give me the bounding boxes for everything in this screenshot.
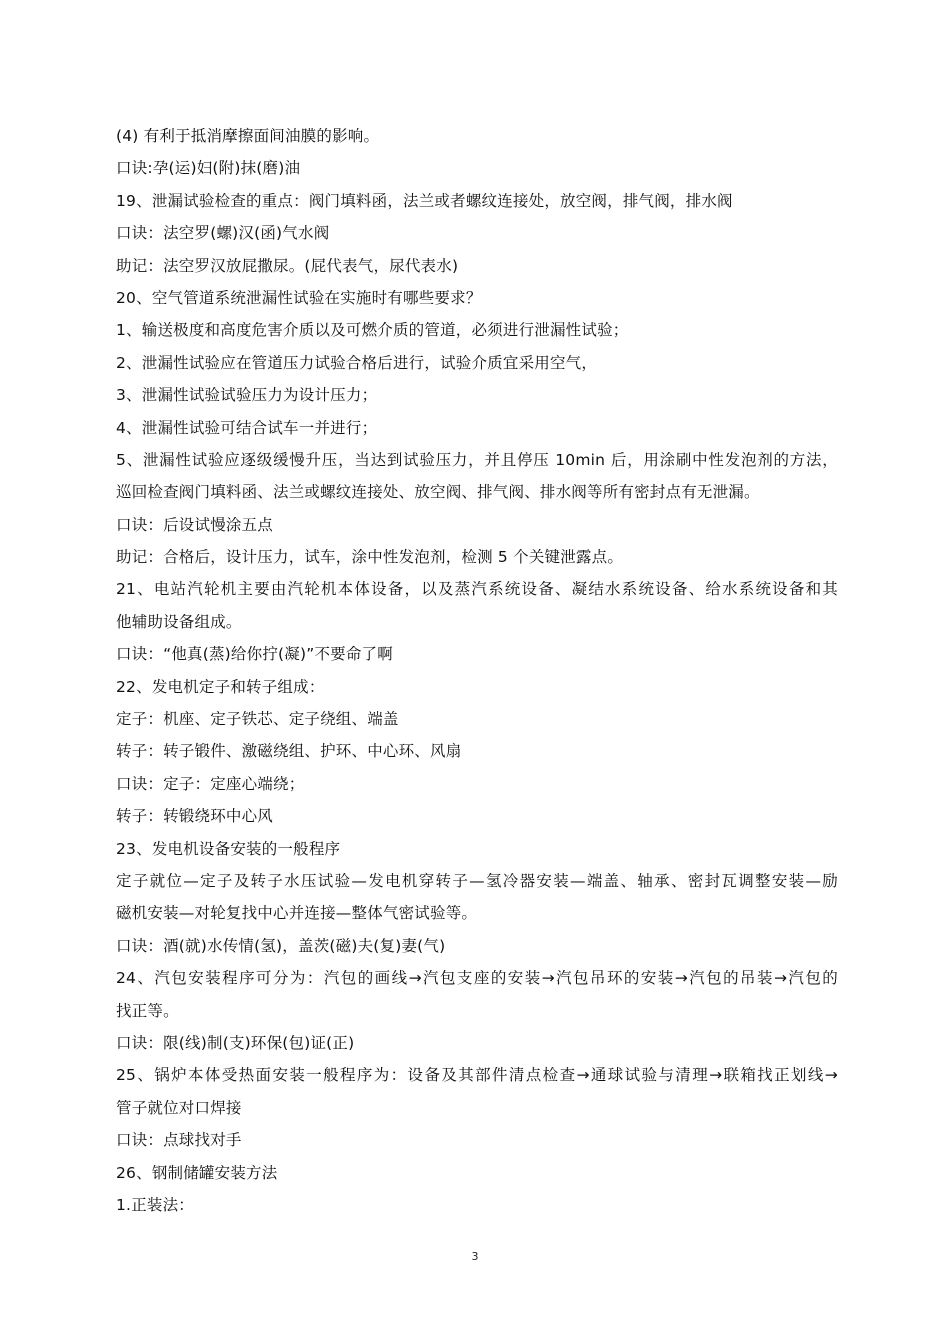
document-body bbox=[116, 120, 838, 1221]
text-line: 1、输送极度和高度危害介质以及可燃介质的管道，必须进行泄漏性试验； bbox=[116, 321, 629, 340]
text-line: 转子：转子锻件、激磁绕组、护环、中心环、风扇 bbox=[116, 742, 462, 761]
text-line: 口诀：酒(就)水传情(氢)，盖茨(磁)夫(复)妻(气) bbox=[116, 936, 446, 955]
text-line: 口诀：定子：定座心端绕； bbox=[116, 774, 305, 793]
text-line: 3、泄漏性试验试验压力为设计压力； bbox=[116, 386, 378, 405]
text-line: 助记：合格后，设计压力，试车，涂中性发泡剂，检测 5 个关键泄露点。 bbox=[116, 548, 624, 567]
text-line: 助记：法空罗汉放屁撒尿。(屁代表气，尿代表水) bbox=[116, 256, 459, 275]
text-line: 22、发电机定子和转子组成： bbox=[116, 677, 325, 696]
text-line: 21、电站汽轮机主要由汽轮机本体设备，以及蒸汽系统设备、凝结水系统设备、给水系统设备和其 bbox=[116, 580, 838, 599]
text-line: 23、发电机设备安装的一般程序 bbox=[116, 839, 341, 858]
text-line: 定子：机座、定子铁芯、定子绕组、端盖 bbox=[116, 710, 399, 729]
text-line: 口诀：后设试慢涂五点 bbox=[116, 515, 274, 534]
page-number: 3 bbox=[471, 1250, 479, 1263]
text-line: 磁机安装—对轮复找中心并连接—整体气密试验等。 bbox=[116, 904, 478, 923]
text-line: 管子就位对口焊接 bbox=[116, 1098, 242, 1117]
text-line: 2、泄漏性试验应在管道压力试验合格后进行，试验介质宜采用空气， bbox=[116, 353, 598, 372]
text-line: 定子就位—定子及转子水压试验—发电机穿转子—氢冷器安装—端盖、轴承、密封瓦调整安装—励 bbox=[116, 871, 838, 890]
text-line: 1.正装法： bbox=[116, 1195, 194, 1214]
text-line: 19、泄漏试验检查的重点：阀门填料函，法兰或者螺纹连接处，放空阀，排气阀，排水阀 bbox=[116, 191, 733, 210]
text-line: 他辅助设备组成。 bbox=[116, 612, 242, 631]
text-line: 找正等。 bbox=[116, 1001, 179, 1020]
text-line: 26、钢制储罐安装方法 bbox=[116, 1163, 278, 1182]
text-line: 口诀：法空罗(螺)汉(函)气水阀 bbox=[116, 224, 330, 243]
text-line: 口诀：点球找对手 bbox=[116, 1131, 242, 1150]
text-line: 20、空气管道系统泄漏性试验在实施时有哪些要求？ bbox=[116, 288, 482, 307]
text-line: 口诀:孕(运)妇(附)抹(磨)油 bbox=[116, 159, 301, 178]
text-line: 25、锅炉本体受热面安装一般程序为：设备及其部件清点检查→通球试验与清理→联箱找正划线→ bbox=[116, 1066, 838, 1085]
text-line: 口诀：限(线)制(支)环保(包)证(正) bbox=[116, 1033, 355, 1052]
text-line: 转子：转锻绕环中心风 bbox=[116, 807, 274, 826]
text-line: 24、汽包安装程序可分为：汽包的画线→汽包支座的安装→汽包吊环的安装→汽包的吊装→汽包的 bbox=[116, 969, 838, 988]
text-line: 5、泄漏性试验应逐级缓慢升压，当达到试验压力，并且停压 10min 后，用涂刷中性发泡剂的方法， bbox=[116, 450, 838, 469]
text-line: 口诀：“他真(蒸)给你拧(凝)”不要命了啊 bbox=[116, 645, 393, 664]
text-line: (4) 有利于抵消摩擦面间油膜的影响。 bbox=[116, 127, 380, 145]
text-line: 4、泄漏性试验可结合试车一并进行； bbox=[116, 418, 378, 437]
text-line: 巡回检查阀门填料函、法兰或螺纹连接处、放空阀、排气阀、排水阀等所有密封点有无泄漏。 bbox=[116, 483, 760, 502]
